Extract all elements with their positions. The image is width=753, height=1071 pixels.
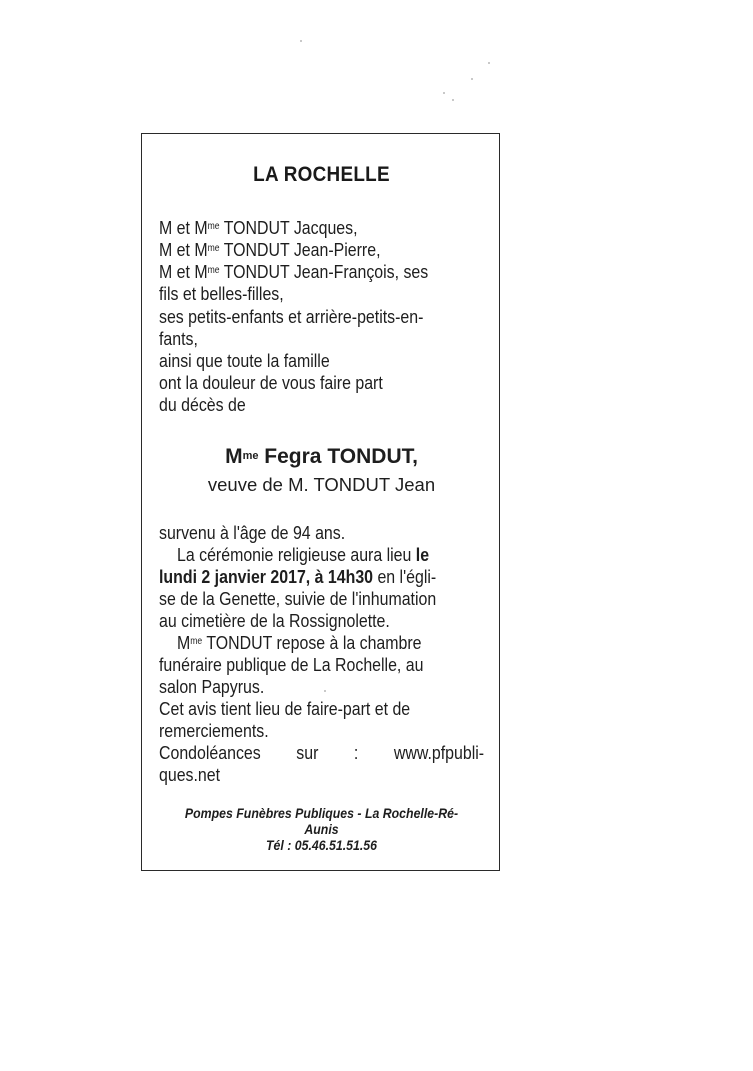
- body-line: Cet avis tient lieu de faire-part et de: [159, 698, 411, 719]
- body-line: $M^{me}$ TONDUT repose à la chambre: [177, 632, 422, 653]
- funeral-home-name: Pompes Funèbres Publiques - La Rochelle-Ré-: [184, 805, 459, 821]
- obituary-notice: [141, 133, 500, 871]
- body-line: funéraire publique de La Rochelle, au: [159, 654, 424, 675]
- body-line: ques.net: [159, 764, 221, 785]
- widow-of-line: veuve de M. TONDUT Jean: [207, 474, 436, 495]
- body-line: au cimetière de la Rossignolette.: [159, 610, 390, 631]
- family-line: M et $M^{me}$ TONDUT Jacques,: [159, 217, 358, 238]
- family-line: fils et belles-filles,: [159, 283, 284, 304]
- scan-speck: [443, 92, 445, 94]
- family-line: ainsi que toute la famille: [159, 350, 330, 371]
- body-line: remerciements.: [159, 720, 269, 741]
- body-line: survenu à l'âge de 94 ans.: [159, 522, 346, 543]
- family-line: ont la douleur de vous faire part: [159, 372, 383, 393]
- deceased-name: $M^{me}$ Fegra TONDUT,: [225, 445, 418, 468]
- scan-speck: [488, 62, 490, 64]
- body-line: salon Papyrus.: [159, 676, 265, 697]
- body-line: se de la Genette, suivie de l'inhumation: [159, 588, 437, 609]
- family-line: M et $M^{me}$ TONDUT Jean-Pierre,: [159, 239, 381, 260]
- funeral-home-phone: Tél : 05.46.51.51.56: [266, 837, 377, 853]
- family-line: fants,: [159, 328, 198, 349]
- scan-speck: [300, 40, 302, 42]
- condolences-line: Condoléances sur : www.pfpubli-: [159, 742, 485, 763]
- notice-title: LA ROCHELLE: [253, 163, 390, 186]
- scan-speck: [452, 99, 454, 101]
- scan-speck: [471, 78, 473, 80]
- family-line: ses petits-enfants et arrière-petits-en-: [159, 306, 424, 327]
- body-line: La cérémonie religieuse aura lieu le: [177, 544, 430, 565]
- funeral-home-location: Aunis: [304, 821, 339, 837]
- family-line: M et $M^{me}$ TONDUT Jean-François, ses: [159, 261, 429, 282]
- body-line: lundi 2 janvier 2017, à 14h30 en l'égli-: [159, 566, 437, 587]
- family-line: du décès de: [159, 394, 246, 415]
